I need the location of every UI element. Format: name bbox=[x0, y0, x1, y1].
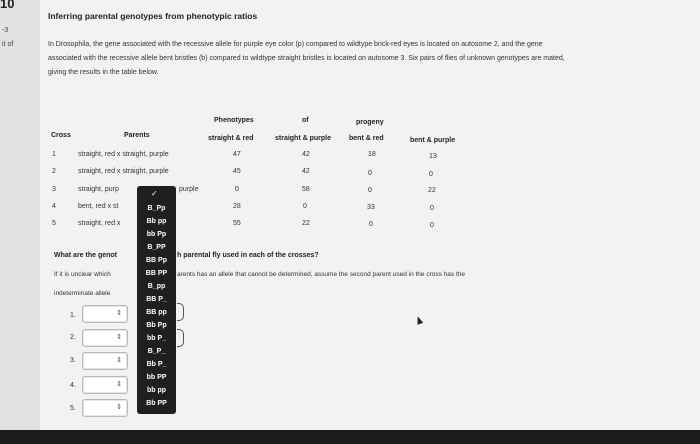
bottom-bar bbox=[0, 430, 700, 444]
dropdown-option[interactable]: Bb pp bbox=[146, 218, 167, 225]
cross-header: Cross bbox=[51, 132, 71, 139]
dropdown-option[interactable]: B_pp bbox=[147, 283, 166, 290]
value-cell: 13 bbox=[429, 153, 437, 160]
answer-number: 5. bbox=[70, 405, 76, 412]
parents-cell: bent, red x st bbox=[78, 203, 119, 210]
value-cell: 22 bbox=[302, 220, 310, 227]
genotype-select-2[interactable] bbox=[82, 329, 128, 347]
dropdown-option[interactable]: BB P_ bbox=[146, 296, 167, 303]
value-cell: 0 bbox=[303, 203, 307, 210]
select-arrow-icon: ⇕ bbox=[116, 334, 122, 341]
value-cell: 0 bbox=[429, 171, 433, 178]
genotype-select-4[interactable] bbox=[82, 376, 128, 394]
genotype-dropdown-list[interactable] bbox=[137, 186, 176, 414]
of-header: of bbox=[302, 117, 309, 124]
page-title: Inferring parental genotypes from phenotypic ratios bbox=[48, 11, 258, 21]
question-page bbox=[40, 0, 700, 430]
value-cell: 28 bbox=[233, 203, 241, 210]
answer-number: 1. bbox=[70, 312, 76, 319]
dropdown-option[interactable]: Bb Pp bbox=[146, 322, 167, 329]
column-header: straight & red bbox=[208, 135, 254, 142]
value-cell: 58 bbox=[302, 186, 310, 193]
cross-number: 3 bbox=[52, 186, 56, 193]
dropdown-option[interactable]: B_PP bbox=[147, 244, 166, 251]
cross-number: 4 bbox=[52, 203, 56, 210]
dropdown-option[interactable]: bb Pp bbox=[146, 231, 167, 238]
genotype-select-partner[interactable] bbox=[177, 329, 184, 347]
dropdown-option[interactable]: BB PP bbox=[145, 270, 168, 277]
column-header: bent & red bbox=[349, 135, 384, 142]
progeny-header: progeny bbox=[356, 119, 384, 126]
answer-number: 4. bbox=[70, 382, 76, 389]
select-arrow-icon: ⇕ bbox=[116, 357, 122, 364]
column-header: straight & purple bbox=[275, 135, 332, 142]
genotype-select-1[interactable] bbox=[82, 305, 128, 323]
mouse-cursor-icon bbox=[415, 315, 423, 325]
dropdown-option[interactable]: BB Pp bbox=[146, 257, 167, 264]
dropdown-option[interactable]: bb pp bbox=[146, 387, 167, 394]
dropdown-option[interactable]: Bb P_ bbox=[146, 361, 167, 368]
note-text-continued: arents has an allele that cannot be determined, assume the second parent used in the cross has the bbox=[177, 271, 465, 278]
cross-number: 5 bbox=[52, 220, 56, 227]
answer-number: 3. bbox=[70, 357, 76, 364]
rail-label: it of bbox=[2, 41, 14, 48]
select-arrow-icon: ⇕ bbox=[116, 310, 122, 317]
dropdown-option[interactable]: B_Pp bbox=[147, 205, 166, 212]
dropdown-option[interactable]: bb P_ bbox=[146, 335, 167, 342]
note-text-line2: indeterminate allele bbox=[54, 290, 111, 297]
question-number: 10 bbox=[0, 0, 15, 11]
value-cell: 22 bbox=[428, 187, 436, 194]
dropdown-option[interactable]: bb PP bbox=[146, 374, 167, 381]
dropdown-option[interactable]: BB pp bbox=[146, 309, 167, 316]
left-rail bbox=[0, 0, 41, 430]
value-cell: 18 bbox=[368, 151, 376, 158]
genotype-select-3[interactable] bbox=[82, 352, 128, 370]
value-cell: 0 bbox=[430, 222, 434, 229]
note-text: If it is unclear which bbox=[54, 271, 111, 278]
dropdown-option[interactable]: B_P_ bbox=[147, 348, 166, 355]
value-cell: 0 bbox=[369, 221, 373, 228]
value-cell: 42 bbox=[302, 168, 310, 175]
answer-number: 2. bbox=[70, 334, 76, 341]
parents-cell-tail: purple bbox=[179, 186, 199, 193]
parents-cell: straight, purp bbox=[78, 186, 119, 193]
cross-number: 1 bbox=[52, 151, 56, 158]
genotype-select-5[interactable] bbox=[82, 399, 128, 417]
checkmark-icon: ✓ bbox=[151, 189, 158, 198]
select-arrow-icon: ⇕ bbox=[116, 404, 122, 411]
parents-cell: straight, red x straight, purple bbox=[78, 151, 169, 158]
value-cell: 0 bbox=[368, 187, 372, 194]
value-cell: 45 bbox=[233, 168, 241, 175]
select-arrow-icon: ⇕ bbox=[116, 381, 122, 388]
cross-number: 2 bbox=[52, 168, 56, 175]
value-cell: 47 bbox=[233, 151, 241, 158]
value-cell: 0 bbox=[235, 186, 239, 193]
value-cell: 42 bbox=[302, 151, 310, 158]
intro-text: In Drosophila, the gene associated with the recessive allele for purple eye color (p) compared to wildtype brick-red eyes is located on autosome 2, and the gene associated with the recessive allele bent bristles (b) compared to wildtype straight bristles is located on autosome 3. Six pairs of flies of unknown genotypes are mated, giving the results in the table below. bbox=[48, 41, 565, 76]
value-cell: 0 bbox=[430, 205, 434, 212]
parents-cell: straight, red x straight, purple bbox=[78, 168, 169, 175]
parents-cell: straight, red x bbox=[78, 220, 121, 227]
phenotypes-header: Phenotypes bbox=[214, 117, 254, 124]
value-cell: 33 bbox=[367, 204, 375, 211]
genotype-select-partner[interactable] bbox=[177, 303, 184, 321]
column-header: bent & purple bbox=[410, 137, 456, 144]
parents-header: Parents bbox=[124, 132, 150, 139]
value-cell: 55 bbox=[233, 220, 241, 227]
question-text: What are the genot bbox=[54, 252, 118, 259]
dropdown-option[interactable]: Bb PP bbox=[146, 400, 167, 407]
value-cell: 0 bbox=[368, 170, 372, 177]
rail-label: -3 bbox=[2, 27, 9, 34]
question-text-continued: h parental fly used in each of the crosses? bbox=[177, 252, 319, 259]
